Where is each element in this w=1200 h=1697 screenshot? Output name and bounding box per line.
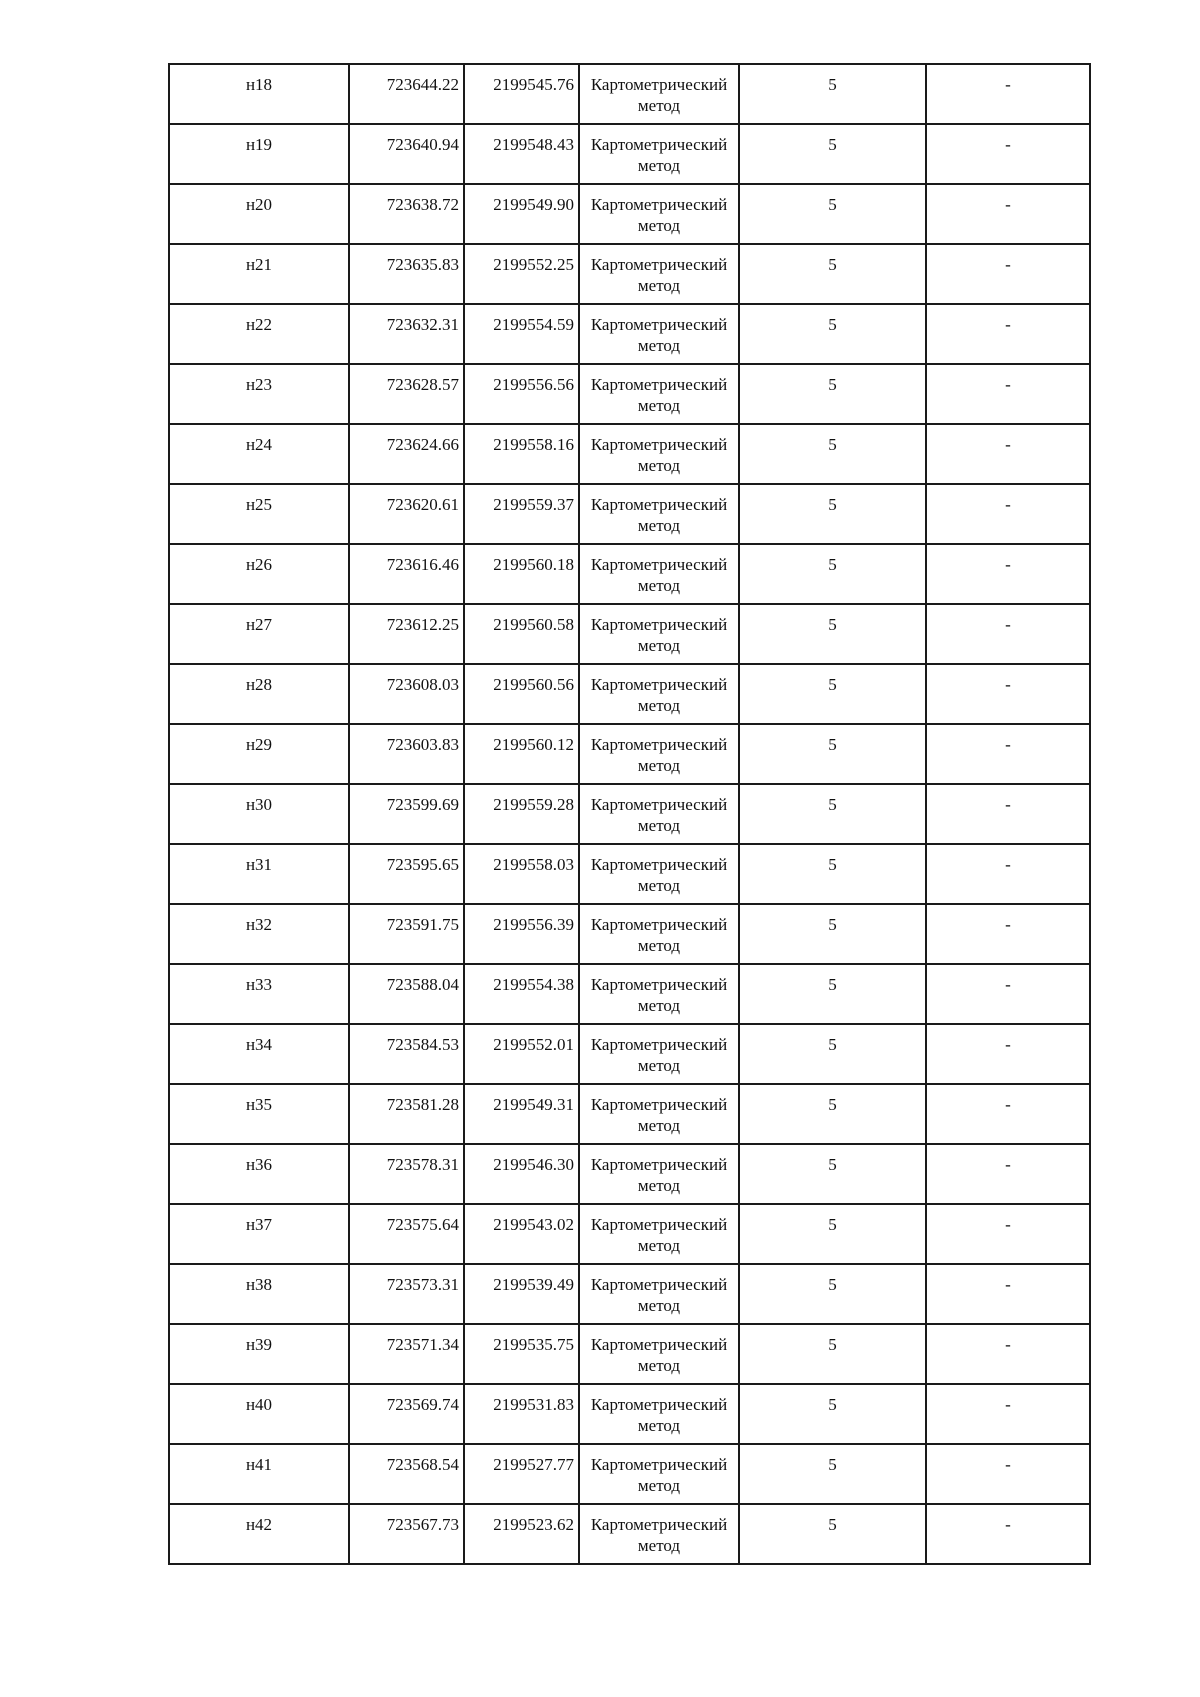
y-coordinate-cell: 2199560.56	[464, 664, 579, 724]
table-row	[169, 1204, 1090, 1264]
point-name-cell: н24	[169, 424, 349, 484]
x-coordinate-cell: 723567.73	[349, 1504, 464, 1564]
y-coordinate-cell: 2199559.28	[464, 784, 579, 844]
accuracy-cell: 5	[739, 664, 926, 724]
point-name-cell: н42	[169, 1504, 349, 1564]
y-coordinate-cell: 2199552.01	[464, 1024, 579, 1084]
accuracy-cell: 5	[739, 604, 926, 664]
accuracy-cell: 5	[739, 484, 926, 544]
x-coordinate-cell: 723603.83	[349, 724, 464, 784]
accuracy-cell: 5	[739, 544, 926, 604]
y-coordinate-cell: 2199546.30	[464, 1144, 579, 1204]
x-coordinate-cell: 723638.72	[349, 184, 464, 244]
method-cell: Картометрический метод	[579, 1204, 739, 1264]
method-cell: Картометрический метод	[579, 1504, 739, 1564]
x-coordinate-cell: 723568.54	[349, 1444, 464, 1504]
table-row	[169, 184, 1090, 244]
x-coordinate-cell: 723584.53	[349, 1024, 464, 1084]
y-coordinate-cell: 2199560.12	[464, 724, 579, 784]
x-coordinate-cell: 723635.83	[349, 244, 464, 304]
point-name-cell: н34	[169, 1024, 349, 1084]
y-coordinate-cell: 2199523.62	[464, 1504, 579, 1564]
description-cell: -	[926, 1204, 1090, 1264]
point-name-cell: н35	[169, 1084, 349, 1144]
point-name-cell: н29	[169, 724, 349, 784]
table-row	[169, 64, 1090, 124]
description-cell: -	[926, 904, 1090, 964]
x-coordinate-cell: 723612.25	[349, 604, 464, 664]
method-cell: Картометрический метод	[579, 604, 739, 664]
x-coordinate-cell: 723588.04	[349, 964, 464, 1024]
y-coordinate-cell: 2199535.75	[464, 1324, 579, 1384]
point-name-cell: н33	[169, 964, 349, 1024]
x-coordinate-cell: 723573.31	[349, 1264, 464, 1324]
description-cell: -	[926, 724, 1090, 784]
table-row	[169, 544, 1090, 604]
table-row	[169, 484, 1090, 544]
accuracy-cell: 5	[739, 844, 926, 904]
table-row	[169, 664, 1090, 724]
method-cell: Картометрический метод	[579, 1144, 739, 1204]
description-cell: -	[926, 424, 1090, 484]
point-name-cell: н21	[169, 244, 349, 304]
accuracy-cell: 5	[739, 1204, 926, 1264]
x-coordinate-cell: 723575.64	[349, 1204, 464, 1264]
coordinates-table	[168, 63, 1091, 1565]
point-name-cell: н39	[169, 1324, 349, 1384]
method-cell: Картометрический метод	[579, 1084, 739, 1144]
description-cell: -	[926, 1084, 1090, 1144]
accuracy-cell: 5	[739, 304, 926, 364]
x-coordinate-cell: 723640.94	[349, 124, 464, 184]
point-name-cell: н30	[169, 784, 349, 844]
table-row	[169, 1144, 1090, 1204]
method-cell: Картометрический метод	[579, 1384, 739, 1444]
table-row	[169, 1084, 1090, 1144]
x-coordinate-cell: 723628.57	[349, 364, 464, 424]
method-cell: Картометрический метод	[579, 724, 739, 784]
accuracy-cell: 5	[739, 1264, 926, 1324]
y-coordinate-cell: 2199545.76	[464, 64, 579, 124]
table-row	[169, 904, 1090, 964]
point-name-cell: н31	[169, 844, 349, 904]
accuracy-cell: 5	[739, 1084, 926, 1144]
description-cell: -	[926, 304, 1090, 364]
method-cell: Картометрический метод	[579, 244, 739, 304]
point-name-cell: н20	[169, 184, 349, 244]
x-coordinate-cell: 723616.46	[349, 544, 464, 604]
x-coordinate-cell: 723591.75	[349, 904, 464, 964]
accuracy-cell: 5	[739, 1324, 926, 1384]
description-cell: -	[926, 1144, 1090, 1204]
method-cell: Картометрический метод	[579, 964, 739, 1024]
point-name-cell: н19	[169, 124, 349, 184]
method-cell: Картометрический метод	[579, 424, 739, 484]
table-row	[169, 1024, 1090, 1084]
accuracy-cell: 5	[739, 1144, 926, 1204]
y-coordinate-cell: 2199531.83	[464, 1384, 579, 1444]
table-row	[169, 604, 1090, 664]
point-name-cell: н26	[169, 544, 349, 604]
point-name-cell: н23	[169, 364, 349, 424]
description-cell: -	[926, 484, 1090, 544]
point-name-cell: н25	[169, 484, 349, 544]
description-cell: -	[926, 1264, 1090, 1324]
description-cell: -	[926, 544, 1090, 604]
y-coordinate-cell: 2199552.25	[464, 244, 579, 304]
table-row	[169, 1324, 1090, 1384]
method-cell: Картометрический метод	[579, 364, 739, 424]
y-coordinate-cell: 2199543.02	[464, 1204, 579, 1264]
accuracy-cell: 5	[739, 1024, 926, 1084]
point-name-cell: н40	[169, 1384, 349, 1444]
table-row	[169, 1264, 1090, 1324]
description-cell: -	[926, 124, 1090, 184]
method-cell: Картометрический метод	[579, 124, 739, 184]
y-coordinate-cell: 2199527.77	[464, 1444, 579, 1504]
method-cell: Картометрический метод	[579, 784, 739, 844]
accuracy-cell: 5	[739, 1444, 926, 1504]
point-name-cell: н38	[169, 1264, 349, 1324]
accuracy-cell: 5	[739, 124, 926, 184]
table-row	[169, 724, 1090, 784]
y-coordinate-cell: 2199554.38	[464, 964, 579, 1024]
description-cell: -	[926, 604, 1090, 664]
x-coordinate-cell: 723569.74	[349, 1384, 464, 1444]
x-coordinate-cell: 723620.61	[349, 484, 464, 544]
accuracy-cell: 5	[739, 364, 926, 424]
method-cell: Картометрический метод	[579, 904, 739, 964]
y-coordinate-cell: 2199558.16	[464, 424, 579, 484]
method-cell: Картометрический метод	[579, 184, 739, 244]
accuracy-cell: 5	[739, 724, 926, 784]
accuracy-cell: 5	[739, 904, 926, 964]
description-cell: -	[926, 844, 1090, 904]
accuracy-cell: 5	[739, 784, 926, 844]
description-cell: -	[926, 664, 1090, 724]
point-name-cell: н18	[169, 64, 349, 124]
y-coordinate-cell: 2199558.03	[464, 844, 579, 904]
accuracy-cell: 5	[739, 1384, 926, 1444]
x-coordinate-cell: 723595.65	[349, 844, 464, 904]
x-coordinate-cell: 723624.66	[349, 424, 464, 484]
description-cell: -	[926, 1444, 1090, 1504]
method-cell: Картометрический метод	[579, 64, 739, 124]
x-coordinate-cell: 723608.03	[349, 664, 464, 724]
description-cell: -	[926, 784, 1090, 844]
y-coordinate-cell: 2199548.43	[464, 124, 579, 184]
coordinates-table-body	[169, 64, 1090, 1564]
table-row	[169, 844, 1090, 904]
point-name-cell: н27	[169, 604, 349, 664]
table-row	[169, 784, 1090, 844]
point-name-cell: н28	[169, 664, 349, 724]
accuracy-cell: 5	[739, 64, 926, 124]
point-name-cell: н32	[169, 904, 349, 964]
description-cell: -	[926, 1384, 1090, 1444]
method-cell: Картометрический метод	[579, 304, 739, 364]
table-row	[169, 364, 1090, 424]
description-cell: -	[926, 184, 1090, 244]
y-coordinate-cell: 2199560.18	[464, 544, 579, 604]
x-coordinate-cell: 723644.22	[349, 64, 464, 124]
description-cell: -	[926, 244, 1090, 304]
method-cell: Картометрический метод	[579, 664, 739, 724]
method-cell: Картометрический метод	[579, 1264, 739, 1324]
description-cell: -	[926, 1504, 1090, 1564]
x-coordinate-cell: 723571.34	[349, 1324, 464, 1384]
description-cell: -	[926, 64, 1090, 124]
point-name-cell: н37	[169, 1204, 349, 1264]
x-coordinate-cell: 723632.31	[349, 304, 464, 364]
method-cell: Картометрический метод	[579, 484, 739, 544]
accuracy-cell: 5	[739, 1504, 926, 1564]
accuracy-cell: 5	[739, 964, 926, 1024]
table-row	[169, 1384, 1090, 1444]
description-cell: -	[926, 364, 1090, 424]
y-coordinate-cell: 2199560.58	[464, 604, 579, 664]
y-coordinate-cell: 2199556.56	[464, 364, 579, 424]
accuracy-cell: 5	[739, 424, 926, 484]
method-cell: Картометрический метод	[579, 1024, 739, 1084]
point-name-cell: н41	[169, 1444, 349, 1504]
point-name-cell: н36	[169, 1144, 349, 1204]
description-cell: -	[926, 1324, 1090, 1384]
y-coordinate-cell: 2199539.49	[464, 1264, 579, 1324]
y-coordinate-cell: 2199554.59	[464, 304, 579, 364]
y-coordinate-cell: 2199556.39	[464, 904, 579, 964]
description-cell: -	[926, 1024, 1090, 1084]
method-cell: Картометрический метод	[579, 1324, 739, 1384]
x-coordinate-cell: 723599.69	[349, 784, 464, 844]
table-row	[169, 244, 1090, 304]
method-cell: Картометрический метод	[579, 844, 739, 904]
y-coordinate-cell: 2199549.90	[464, 184, 579, 244]
accuracy-cell: 5	[739, 184, 926, 244]
method-cell: Картометрический метод	[579, 544, 739, 604]
table-row	[169, 964, 1090, 1024]
table-row	[169, 1444, 1090, 1504]
accuracy-cell: 5	[739, 244, 926, 304]
x-coordinate-cell: 723581.28	[349, 1084, 464, 1144]
table-row	[169, 1504, 1090, 1564]
point-name-cell: н22	[169, 304, 349, 364]
table-row	[169, 124, 1090, 184]
x-coordinate-cell: 723578.31	[349, 1144, 464, 1204]
description-cell: -	[926, 964, 1090, 1024]
y-coordinate-cell: 2199549.31	[464, 1084, 579, 1144]
table-row	[169, 304, 1090, 364]
y-coordinate-cell: 2199559.37	[464, 484, 579, 544]
table-row	[169, 424, 1090, 484]
method-cell: Картометрический метод	[579, 1444, 739, 1504]
